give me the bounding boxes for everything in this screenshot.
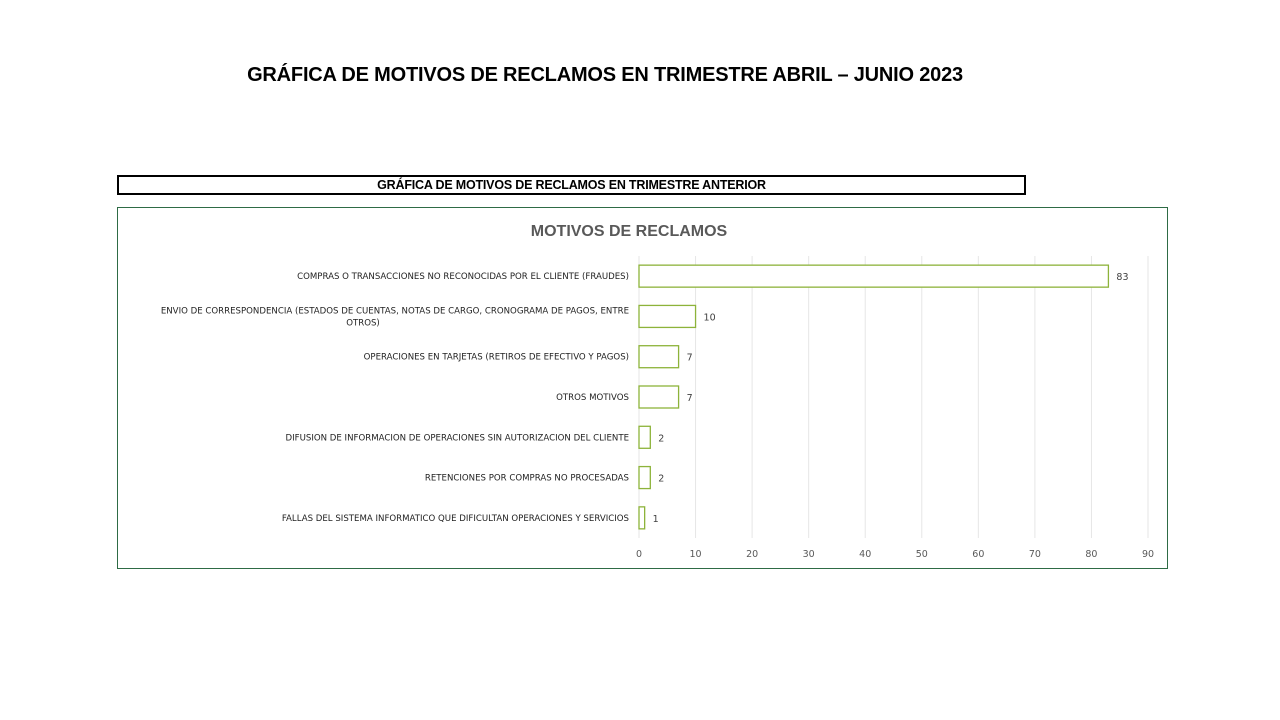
- x-tick-label: 20: [746, 549, 759, 560]
- data-label: 10: [703, 312, 716, 324]
- bar: [639, 426, 650, 448]
- data-label: 83: [1116, 272, 1129, 284]
- x-tick-label: 60: [972, 549, 985, 560]
- x-tick-label: 70: [1028, 549, 1041, 560]
- category-label: OTROS): [346, 318, 380, 329]
- slide-title: GRÁFICA DE MOTIVOS DE RECLAMOS EN TRIMESTRE ABRIL – JUNIO 2023: [247, 64, 963, 86]
- bar: [639, 467, 650, 489]
- bar: [639, 305, 696, 327]
- chart-subtitle-box: GRÁFICA DE MOTIVOS DE RECLAMOS EN TRIMESTRE ANTERIOR: [117, 175, 1026, 195]
- chart-title: MOTIVOS DE RECLAMOS: [530, 223, 728, 240]
- data-label: 2: [658, 433, 665, 445]
- chart-frame: [117, 207, 1168, 569]
- category-label: ENVIO DE CORRESPONDENCIA (ESTADOS DE CUENTAS, NOTAS DE CARGO, CRONOGRAMA DE PAGOS, ENTRE: [160, 306, 629, 317]
- data-label: 7: [686, 352, 693, 364]
- data-labels: [653, 272, 1129, 525]
- category-label: COMPRAS O TRANSACCIONES NO RECONOCIDAS POR EL CLIENTE (FRAUDES): [297, 272, 629, 283]
- gridlines: [639, 256, 1148, 538]
- category-label: OPERACIONES EN TARJETAS (RETIROS DE EFECTIVO Y PAGOS): [363, 352, 629, 363]
- bar: [639, 386, 679, 408]
- x-tick-label: 30: [802, 549, 815, 560]
- x-tick-label: 10: [689, 549, 702, 560]
- bar-chart: [118, 208, 1167, 568]
- data-label: 2: [658, 473, 665, 485]
- x-tick-label: 90: [1141, 549, 1155, 560]
- data-label: 7: [686, 393, 693, 404]
- bar: [639, 265, 1108, 287]
- data-label: 1: [652, 513, 659, 525]
- bars: [639, 265, 1108, 529]
- x-tick-label: 80: [1085, 549, 1098, 560]
- category-label: RETENCIONES POR COMPRAS NO PROCESADAS: [424, 473, 629, 484]
- x-tick-label: 0: [635, 549, 643, 560]
- bar: [639, 507, 645, 529]
- x-tick-label: 40: [859, 549, 872, 560]
- bar: [639, 346, 679, 368]
- x-tick-label: 50: [915, 549, 928, 560]
- x-axis-ticks: [636, 549, 1154, 560]
- category-labels: [161, 272, 629, 524]
- category-label: DIFUSION DE INFORMACION DE OPERACIONES SIN AUTORIZACION DEL CLIENTE: [285, 433, 629, 444]
- category-label: OTROS MOTIVOS: [556, 393, 629, 403]
- category-label: FALLAS DEL SISTEMA INFORMATICO QUE DIFICULTAN OPERACIONES Y SERVICIOS: [281, 513, 629, 524]
